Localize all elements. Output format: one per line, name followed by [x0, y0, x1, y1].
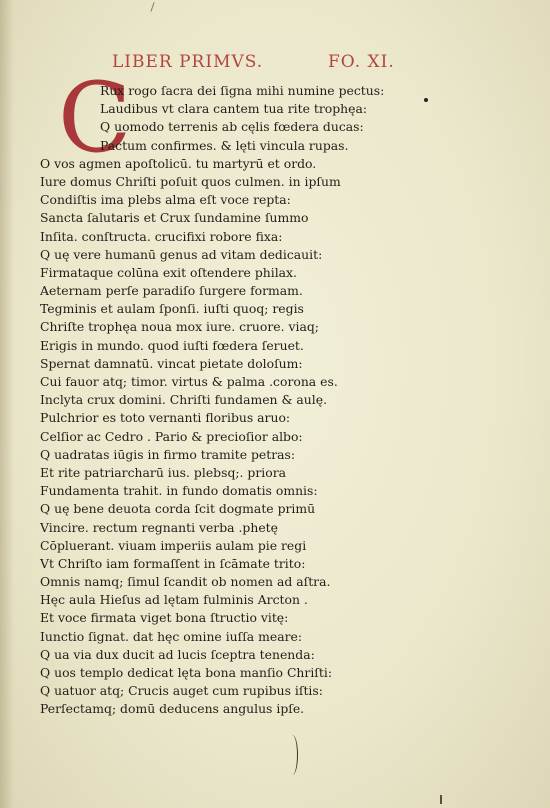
verse-line: Iure domus Chriſti poſuit quos culmen. in ipſum	[40, 173, 341, 189]
verse-line: Rux rogo ſacra dei ſigna mihi numine pectus:	[100, 83, 385, 98]
verse-line: Pactum confirmes. & lęti vincula rupas.	[100, 137, 349, 153]
verse-line: Aeternam perſe paradiſo ſurgere formam.	[40, 283, 303, 299]
verse-line: Q uę vere humanū genus ad vitam dedicauit:	[40, 246, 323, 262]
verse-line: Cui fauor atq; timor. virtus & palma .corona es.	[40, 374, 338, 389]
verse-line: Hęc aula Hieſus ad lętam fulminis Arcton .	[40, 592, 308, 608]
ink-spot	[424, 98, 428, 102]
verse-line: Perſectamq; domū deducens angulus ipſe.	[40, 701, 305, 717]
decorated-initial: C	[58, 62, 132, 174]
marginal-mark	[150, 2, 154, 12]
verse-line: Condiſtis ima plebs alma eſt voce repta:	[40, 192, 291, 208]
verse-line: Pulchrior es toto vernanti floribus aruo:	[40, 410, 291, 426]
verse-line: Vt Chriſto iam formaſſent in ſcāmate trito:	[40, 555, 306, 571]
verse-line: Cōpluerant. viuam imperiis aulam pie regi	[40, 537, 307, 553]
verse-line: Erigis in mundo. quod iuſti fœdera ſeruet.	[40, 337, 304, 353]
verse-line: Spernat damnatū. vincat pietate doloſum:	[40, 355, 303, 371]
verse-line: Q uomodo terrenis ab cęlis fœdera ducas:	[100, 119, 364, 135]
verse-line: Sancta ſalutaris et Crux ſundamine ſummo	[40, 210, 309, 226]
verse-line: Q ua via dux ducit ad lucis ſceptra tenenda:	[40, 646, 315, 662]
verse-line: Celſior ac Cedro . Pario & precioſior albo:	[40, 428, 303, 444]
verse-line: Omnis namq; ſimul ſcandit ob nomen ad aſtra.	[40, 574, 331, 590]
running-title: LIBER PRIMVS.	[112, 52, 264, 72]
verse-line: Laudibus vt clara cantem tua rite trophęa:	[100, 101, 368, 117]
folio-number: FO. XI.	[328, 52, 395, 72]
verse-line: Q uos templo dedicat lęta bona manſio Chriſti:	[40, 665, 333, 680]
verse-line: Q uę bene deuota corda ſcit dogmate primū	[40, 501, 316, 517]
verse-line: Et rite patriarcharū ius. plebsq;. priora	[40, 464, 287, 480]
verse-line: Inclyta crux domini. Chriſti fundamen & aulę.	[40, 392, 328, 408]
verse-line: O vos agmen apoſtolicū. tu martyrū et ordo.	[40, 155, 317, 171]
verse-line: Tegminis et aulam ſponſi. iuſti quoq; regis	[40, 301, 304, 317]
verse-line: Chriſte trophęa noua mox iure. cruore. viaq;	[40, 319, 319, 335]
verse-line: Vincire. rectum regnanti verba .phetę	[40, 519, 278, 535]
verse-line: Fundamenta trahit. in fundo domatis omnis:	[40, 483, 318, 499]
verse-line: Inſita. conſtructa. crucifixi robore fixa:	[40, 228, 283, 244]
verse-line: Q uatuor atq; Crucis auget cum rupibus iſtis:	[40, 683, 323, 699]
marginal-mark	[440, 795, 442, 804]
verse-line: Iunctio ſignat. dat hęc omine iuſſa meare:	[40, 628, 303, 644]
verse-text-block	[40, 82, 400, 719]
verse-line: Et voce firmata viget bona ſtructio vitę:	[40, 610, 289, 626]
verse-line: Q uadratas iūgis in firmo tramite petras:	[40, 446, 296, 462]
marginal-stroke	[287, 735, 298, 775]
verse-line: Firmataque colūna exit oſtendere philax.	[40, 264, 297, 280]
